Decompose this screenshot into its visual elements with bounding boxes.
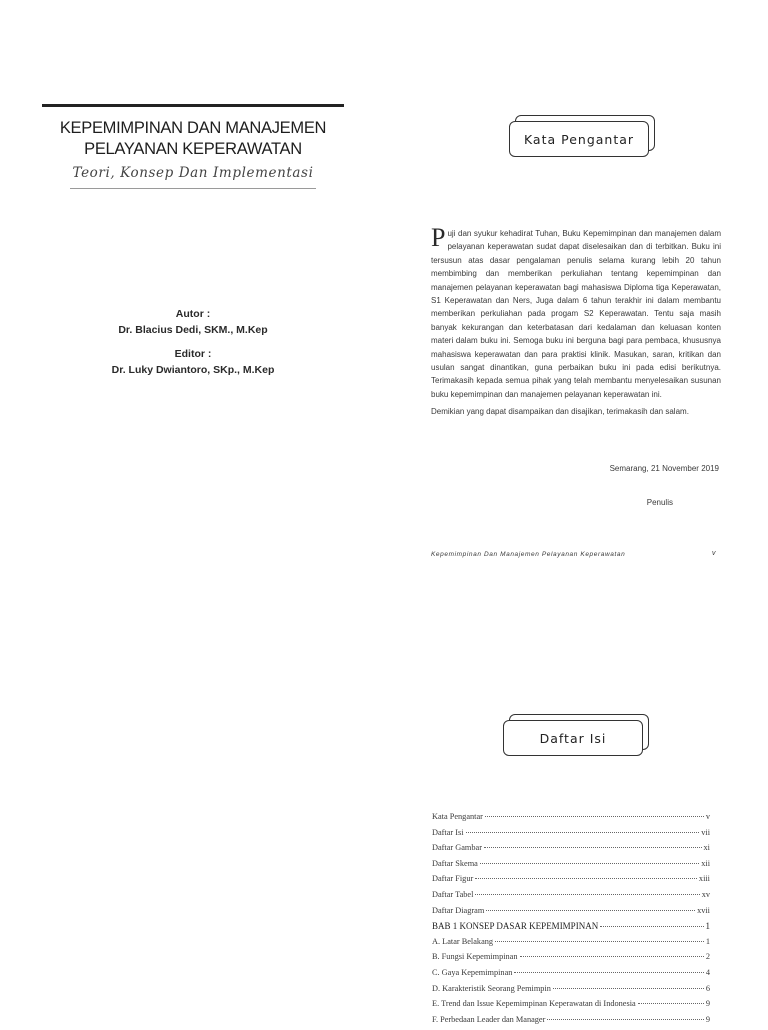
editor-block — [42, 346, 344, 378]
toc-leader-dots — [480, 863, 699, 864]
toc-entry-label: E. Trend dan Issue Kepemimpinan Keperawatan di Indonesia — [432, 999, 636, 1009]
toc-entry-page: xi — [703, 843, 710, 853]
running-footer-page-number: v — [712, 550, 716, 557]
toc-entry-page: 1 — [705, 921, 710, 932]
toc-entry[interactable] — [432, 890, 710, 906]
toc-entry[interactable] — [432, 1015, 710, 1030]
toc-entry-page: xiii — [698, 874, 710, 884]
toc-entry[interactable] — [432, 984, 710, 1000]
toc-entry[interactable] — [432, 937, 710, 953]
toc-entry-label: D. Karakteristik Seorang Pemimpin — [432, 983, 551, 993]
toc-leader-dots — [486, 910, 695, 911]
toc-leader-dots — [484, 847, 702, 848]
toc-entry-page: v — [705, 812, 710, 821]
toc-entry-page: 9 — [705, 999, 710, 1009]
toc-entry-page: 4 — [705, 967, 710, 977]
toc-entry-page: 9 — [705, 1014, 710, 1024]
toc-entry-label: Daftar Diagram — [432, 905, 485, 915]
book-title-line-2: PELAYANAN KEPERAWATAN — [84, 140, 302, 158]
toc-entry[interactable] — [432, 906, 710, 922]
toc-entry-page: xii — [701, 858, 710, 868]
preface-heading-box — [509, 121, 649, 157]
preface-paragraph-text: uji dan syukur kehadirat Tuhan, Buku Kepemimpinan dan manajemen dalam pelayanan keperawatan sudat dapat diselesaikan dan di terbitkan. Buku ini tersusun atas dasar pengalaman penulis selama kurang lebih 20 tahun membimbing dan memberikan perkuliahan tentang kepemimpinan dan manajemen pelayanan keperawatan bagi mahasiswa Diploma tiga Keperawatan, S1 Keperawatan dan Ners, Juga dalam 6 tahun terakhir ini dalam membantu memberikan perkuliahan pada progam S2 Keperawatan. Tentu saja masih banyak kekurangan dan keterbatasan dari kedalaman dan keluasan konten materi dalam buku ini. Semoga buku ini berguna bagi para pembaca, khususnya mahasiswa keperawatan dan para praktisi klinik. Masukan, saran, kritikan dan usulan sangat dinantikan, guna perbaikan buku ini pada edisi berikutnya. Terimakasih kepada semua pihak yang telah membantu menyelesaikan susunan buku kepemimpinan dan manajemen pelayanan keperawatan ini. — [431, 229, 721, 399]
author-name: Dr. Blacius Dedi, SKM., M.Kep — [118, 324, 268, 336]
toc-entry-label: F. Perbedaan Leader dan Manager — [432, 1014, 546, 1024]
toc-leader-dots — [495, 941, 704, 942]
toc-entry[interactable] — [432, 859, 710, 875]
toc-entry-page: xv — [701, 889, 710, 899]
toc-entry-label: Daftar Figur — [432, 874, 474, 884]
toc-entry-page: 2 — [705, 952, 710, 962]
toc-leader-dots — [475, 878, 697, 879]
toc-entry-label: BAB 1 KONSEP DASAR KEPEMIMPINAN — [432, 921, 599, 932]
toc-leader-dots — [466, 832, 700, 833]
toc-leader-dots — [514, 972, 703, 973]
toc-entry-page: vii — [701, 827, 710, 837]
drop-cap: P — [431, 223, 446, 252]
preface-paragraph — [431, 223, 721, 401]
toc-entry-label: A. Latar Belakang — [432, 936, 494, 946]
preface-body — [431, 223, 721, 422]
toc-entry-label: B. Fungsi Kepemimpinan — [432, 952, 518, 962]
toc-leader-dots — [600, 926, 703, 927]
toc-leader-dots — [638, 1003, 704, 1004]
toc-entry-label: Daftar Tabel — [432, 889, 474, 899]
book-title-line-1: KEPEMIMPINAN DAN MANAJEMEN — [59, 119, 327, 137]
subtitle-rule — [70, 188, 316, 189]
toc-leader-dots — [475, 894, 699, 895]
toc-entry-label: C. Gaya Kepemimpinan — [432, 967, 513, 977]
toc-leader-dots — [520, 956, 704, 957]
toc-entry-label: Daftar Isi — [432, 827, 464, 837]
author-label: Autor : — [175, 308, 211, 320]
toc-entry[interactable] — [432, 968, 710, 984]
toc-entry[interactable] — [432, 952, 710, 968]
toc-heading: Daftar Isi — [503, 720, 643, 756]
toc-entry-page: 1 — [705, 936, 710, 946]
running-footer-title: Kepemimpinan Dan Manajemen Pelayanan Keperawatan — [431, 551, 626, 558]
title-top-rule — [42, 104, 344, 107]
toc-heading-box — [503, 720, 643, 756]
toc-entry-page: 6 — [705, 983, 710, 993]
toc-entry[interactable] — [432, 828, 710, 844]
toc-leader-dots — [547, 1019, 703, 1020]
table-of-contents — [432, 812, 710, 1030]
book-subtitle: Teori, Konsep Dan Implementasi — [72, 165, 314, 181]
editor-label: Editor : — [174, 348, 212, 360]
preface-heading: Kata Pengantar — [509, 121, 649, 157]
toc-entry[interactable] — [432, 999, 710, 1015]
toc-entry-page: xvii — [697, 905, 710, 915]
author-block — [42, 306, 344, 338]
signer: Penulis — [646, 498, 673, 507]
toc-leader-dots — [553, 988, 704, 989]
toc-entry-label: Daftar Skema — [432, 858, 478, 868]
toc-entry-label: Kata Pengantar — [432, 812, 483, 821]
toc-entry[interactable] — [432, 812, 710, 828]
toc-leader-dots — [485, 816, 704, 817]
toc-chapter-entry[interactable] — [432, 921, 710, 937]
toc-entry[interactable] — [432, 843, 710, 859]
preface-closing: Demikian yang dapat disampaikan dan disajikan, terimakasih dan salam. — [431, 407, 689, 417]
toc-entry-label: Daftar Gambar — [432, 843, 482, 853]
place-date: Semarang, 21 November 2019 — [609, 464, 719, 473]
book-title — [42, 118, 344, 160]
toc-entry[interactable] — [432, 874, 710, 890]
editor-name: Dr. Luky Dwiantoro, SKp., M.Kep — [111, 364, 275, 376]
